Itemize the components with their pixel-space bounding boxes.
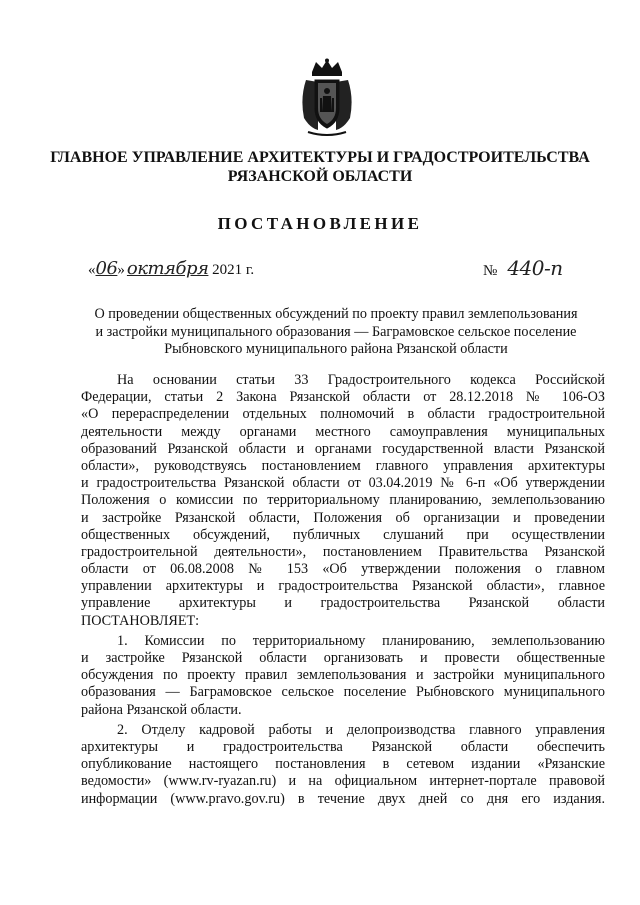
- body-line: общественных обсуждений, публичных слушаний при осуществлении: [81, 526, 605, 543]
- subject-line: и застройки муниципального образования — Баграмовское сельское поселение: [95, 323, 577, 340]
- body-line: Федерации, статьи 2 Закона Рязанской области от 28.12.2018 № 106-ОЗ: [81, 389, 605, 406]
- handwritten-day: 06: [95, 258, 118, 279]
- body-line: архитектуры и градостроительства Рязанской области обеспечить: [81, 738, 605, 755]
- document-body: [81, 372, 605, 808]
- body-line: управление архитектуры и градостроительства Рязанской области: [81, 595, 605, 612]
- body-line: На основании статьи 33 Градостроительного кодекса Российской: [117, 372, 605, 388]
- body-line: и градостроительства Рязанской области от 03.04.2019 № 6-п «Об утверждении: [81, 475, 605, 492]
- document-number: [483, 256, 563, 280]
- paragraph-preamble: [81, 372, 605, 630]
- body-line: деятельности между органами местного самоуправления муниципальных: [81, 423, 605, 440]
- body-line: Положения о комиссии по территориальному планированию, землепользованию: [81, 492, 605, 509]
- subject-line: О проведении общественных обсуждений по проекту правил землепользования: [94, 306, 578, 322]
- document-date: [88, 258, 254, 278]
- body-line: и застройке Рязанской области организовать и провести общественные: [81, 650, 605, 666]
- document-subject: [66, 306, 606, 359]
- body-line: «О перераспределении отдельных полномочий в области градостроительной: [81, 406, 605, 423]
- body-line: ПОСТАНОВЛЯЕТ:: [81, 612, 200, 629]
- body-line: области от 06.08.2008 № 153 «Об утверждении положения о главном: [81, 561, 605, 578]
- body-line: образования — Баграмовское сельское поселение Рыбновского муниципального: [81, 684, 605, 701]
- handwritten-month: октября: [126, 258, 209, 279]
- body-line: области», руководствуясь постановлением главного управления архитектуры: [81, 457, 605, 474]
- date-open-quote: «: [88, 262, 96, 278]
- issuing-authority-line-1: ГЛАВНОЕ УПРАВЛЕНИЕ АРХИТЕКТУРЫ И ГРАДОСТРОИТЕЛЬСТВА: [50, 149, 590, 166]
- body-line: образований Рязанской области и органами государственной власти Рязанской: [81, 440, 605, 457]
- date-year: 2021 г.: [212, 262, 255, 278]
- number-sign: №: [483, 263, 498, 279]
- body-line: управлении архитектуры и градостроительства Рязанской области», главное: [81, 578, 605, 595]
- handwritten-number: 440-п: [507, 256, 563, 280]
- body-line: градостроительной деятельности», постановлением Правительства Рязанской: [81, 543, 605, 560]
- document-type-title: ПОСТАНОВЛЕНИЕ: [217, 214, 423, 233]
- date-close-quote: »: [117, 262, 125, 278]
- issuing-authority-line-2: РЯЗАНСКОЙ ОБЛАСТИ: [227, 168, 413, 185]
- paragraph-item-1: [81, 633, 605, 719]
- coat-of-arms-emblem: [298, 58, 356, 136]
- body-line: и застройке Рязанской области, Положения об организации и проведении: [81, 509, 605, 526]
- body-line: 1. Комиссии по территориальному планированию, землепользованию: [117, 632, 605, 649]
- subject-line: Рыбновского муниципального района Рязанской области: [164, 341, 508, 357]
- paragraph-item-2: [81, 722, 605, 808]
- body-line: информации (www.pravo.gov.ru) в течение двух дней со дня его издания.: [81, 790, 605, 807]
- body-line: района Рязанской области.: [81, 701, 242, 718]
- body-line: опубликование настоящего постановления в сетевом издании «Рязанские: [81, 756, 605, 773]
- body-line: ведомости» (www.rv-ryazan.ru) и на официальном интернет-портале правовой: [81, 773, 605, 790]
- body-line: обсуждения по проекту правил землепользования и застройки муниципального: [81, 667, 605, 684]
- body-line: 2. Отделу кадровой работы и делопроизводства главного управления: [117, 721, 605, 738]
